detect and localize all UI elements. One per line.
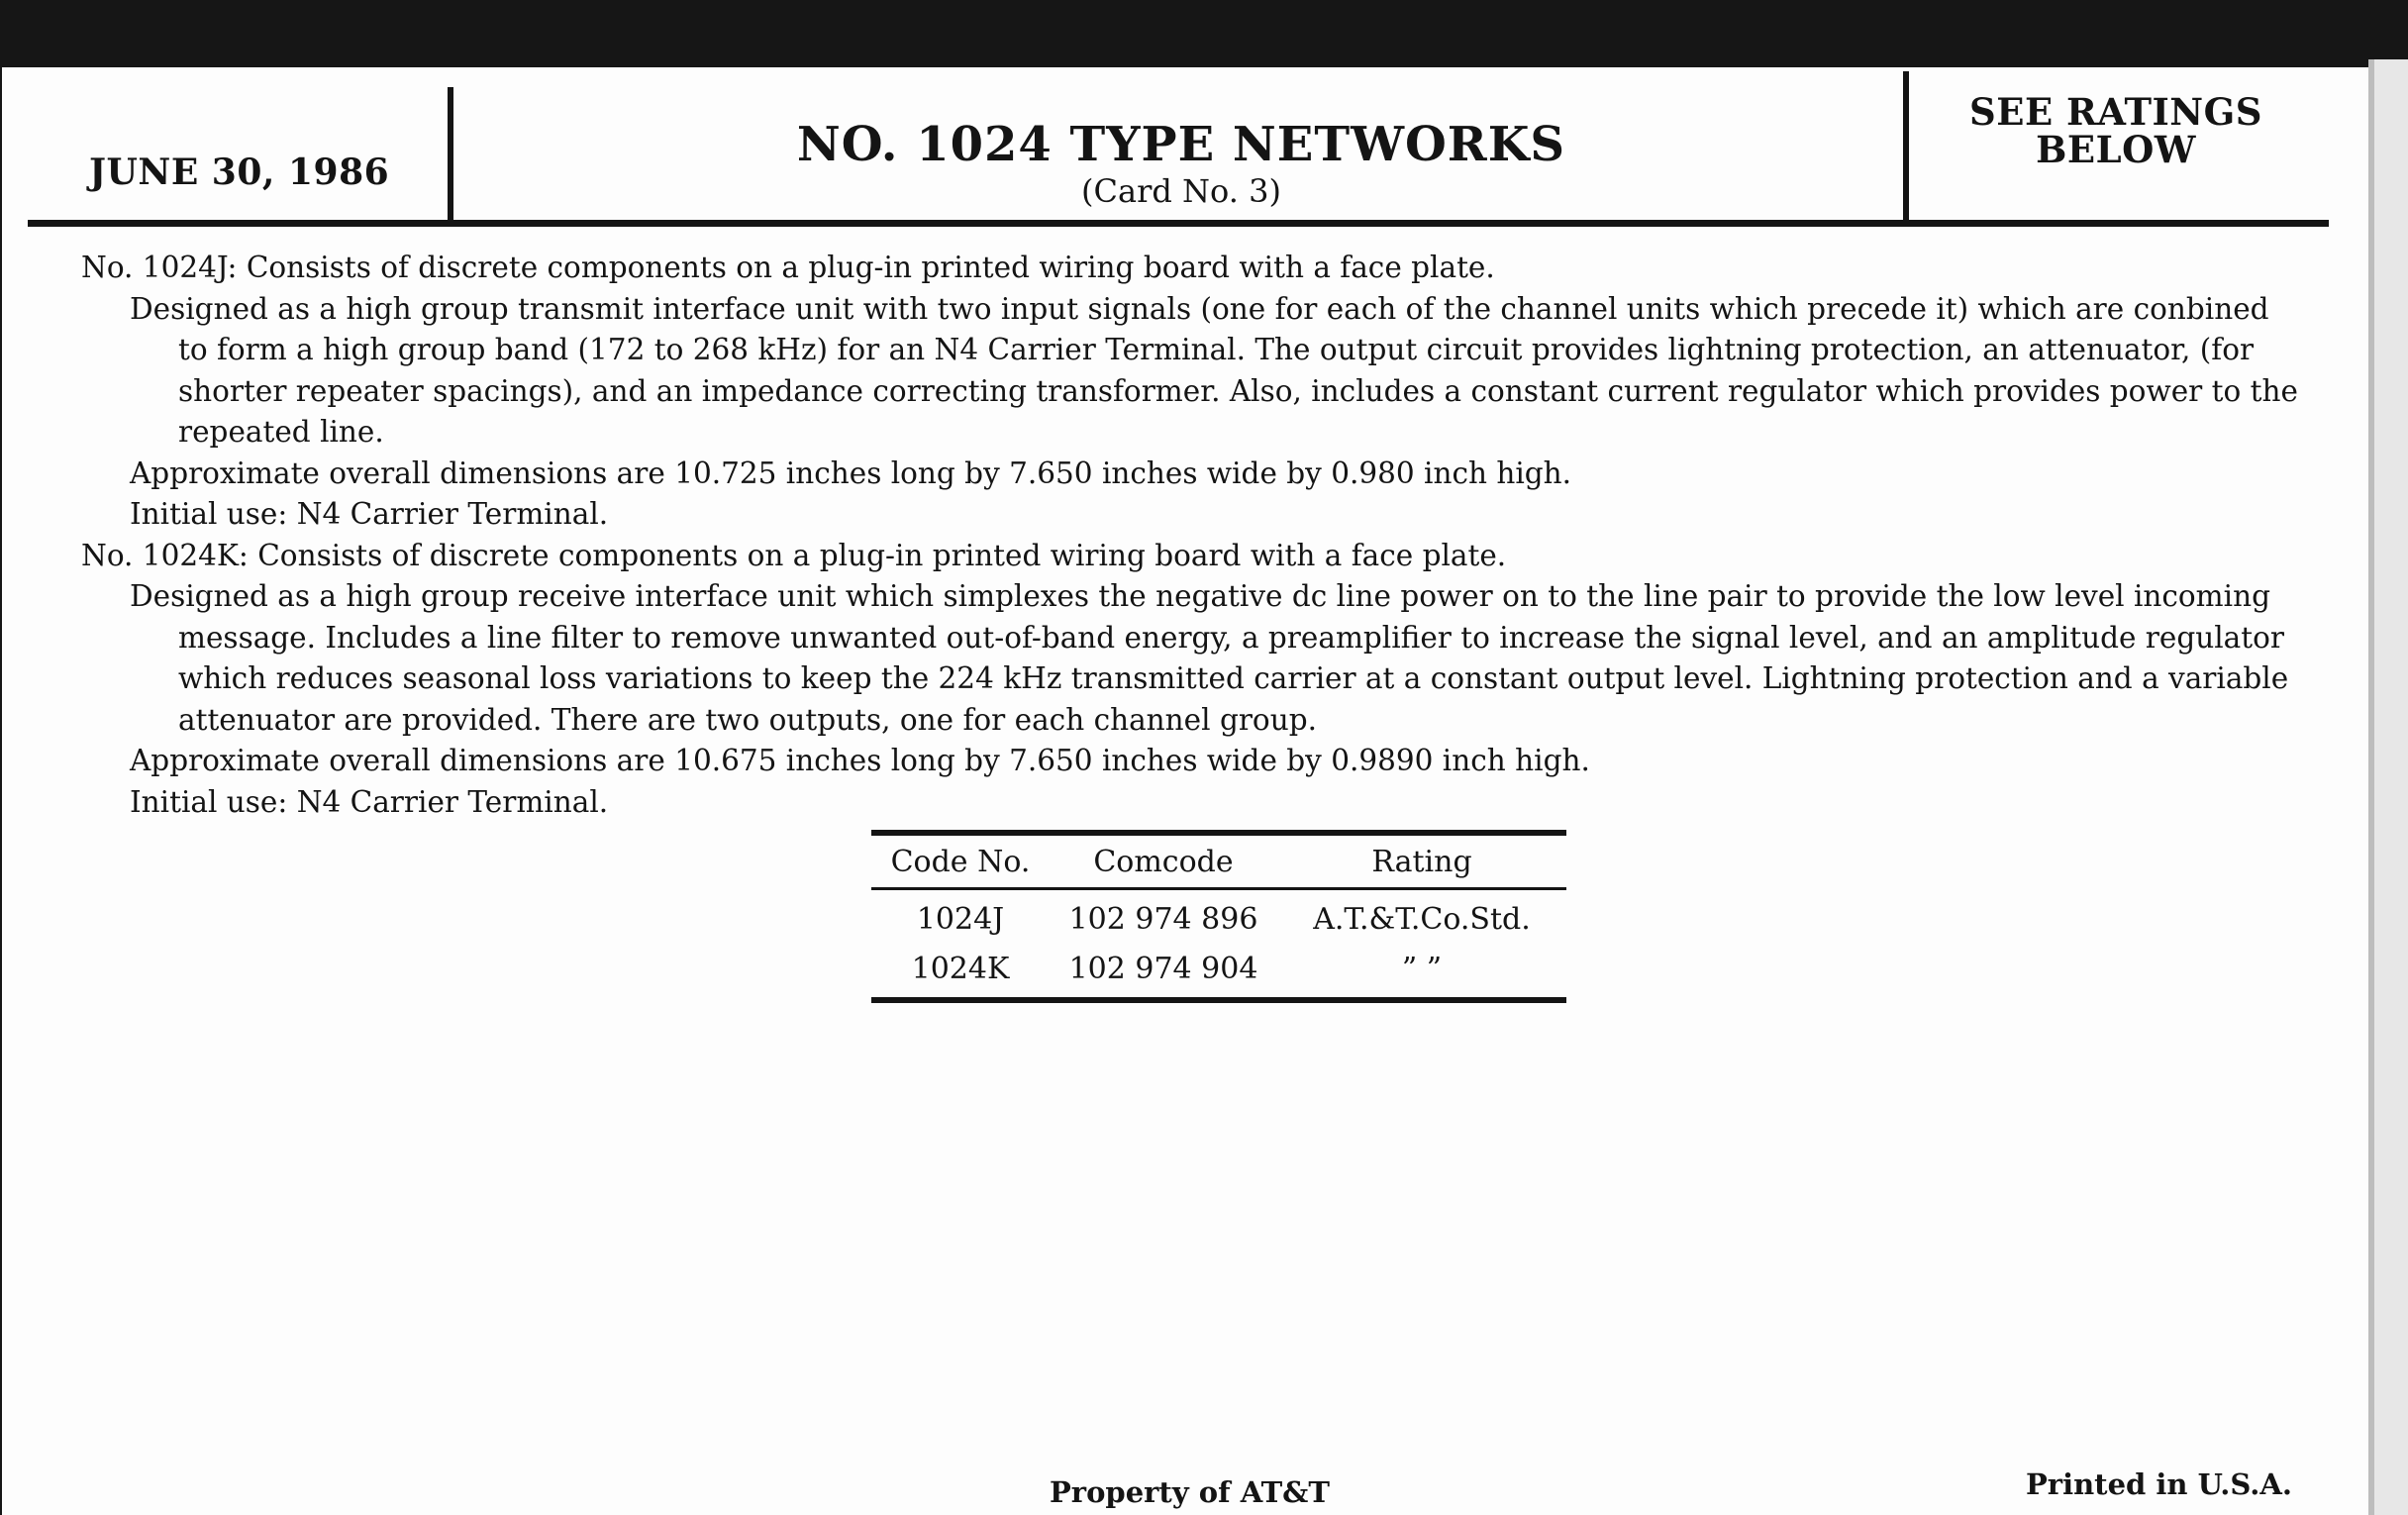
section-lead: No. 1024J: Consists of discrete components on a plug-in printed wiring board with a face plate. (81, 251, 1495, 284)
section-description: Designed as a high group receive interface unit which simplexes the negative dc line power on to the line pair to provide the low level incoming message. Includes a line filter to remove unwanted out-of-band energy, a preamplifier to increase the signal level, and an amplitude regulator which reduces seasonal loss variations to keep the 224 kHz transmitted carrier at a constant output level. Lightning protection and a variable attenuator are provided. There are two outputs, one for each channel group. (130, 579, 2289, 737)
ratings-note (1913, 90, 2319, 171)
header-divider-left (448, 87, 453, 224)
card-edge (2368, 59, 2408, 1515)
column-header: Rating (1371, 844, 1472, 879)
table-row (871, 944, 1566, 993)
ratings-note-line1: SEE RATINGS (1969, 90, 2262, 134)
section-dimensions: Approximate overall dimensions are 10.725 inches long by 7.650 inches wide by 0.980 inch high. (130, 455, 1572, 490)
table-cell: A.T.&T.Co.Std. (1313, 901, 1531, 937)
document-card (2, 67, 2368, 1515)
footer-printed: Printed in U.S.A. (2026, 1467, 2292, 1501)
section-1024j (81, 248, 2299, 536)
header-divider-right (1903, 71, 1909, 222)
section-initial-use: Initial use: N4 Carrier Terminal. (130, 497, 609, 531)
table-cell: 1024J (916, 901, 1005, 937)
card-edge-shadow (2368, 59, 2374, 1515)
footer-property: Property of AT&T (1050, 1475, 1330, 1509)
table-cell: ” ” (1401, 951, 1443, 986)
table-body (871, 890, 1566, 997)
table-bottom-rule (871, 997, 1566, 1003)
issue-date: JUNE 30, 1986 (89, 152, 390, 193)
section-lead: No. 1024K: Consists of discrete components on a plug-in printed wiring board with a face plate. (81, 538, 1507, 572)
column-header: Code No. (890, 844, 1031, 879)
ratings-note-line2: BELOW (2036, 128, 2196, 171)
section-description: Designed as a high group transmit interface unit with two input signals (one for each of the channel units which precede it) which are conbined to form a high group band (172 to 268 kHz) for an N4 Carrier Terminal. The output circuit provides lightning protection, an attenuator, (for shorter repeater spacings), and an impedance correcting transformer. Also, includes a constant current regulator which provides power to the repeated line. (130, 291, 2298, 449)
document-body (81, 248, 2299, 823)
table-cell: 102 974 904 (1068, 951, 1258, 986)
ratings-table (871, 830, 1566, 1003)
header-rule (28, 220, 2329, 227)
column-header: Comcode (1093, 844, 1234, 879)
table-cell: 1024K (911, 951, 1010, 986)
table-header-row (871, 836, 1566, 887)
section-1024k (81, 536, 2299, 824)
section-dimensions: Approximate overall dimensions are 10.675 inches long by 7.650 inches wide by 0.9890 inch high. (130, 744, 1590, 777)
section-initial-use: Initial use: N4 Carrier Terminal. (130, 784, 609, 819)
table-cell: 102 974 896 (1068, 901, 1258, 937)
table-row (871, 894, 1566, 944)
card-number: (Card No. 3) (1081, 172, 1281, 210)
page-title: NO. 1024 TYPE NETWORKS (796, 117, 1566, 172)
